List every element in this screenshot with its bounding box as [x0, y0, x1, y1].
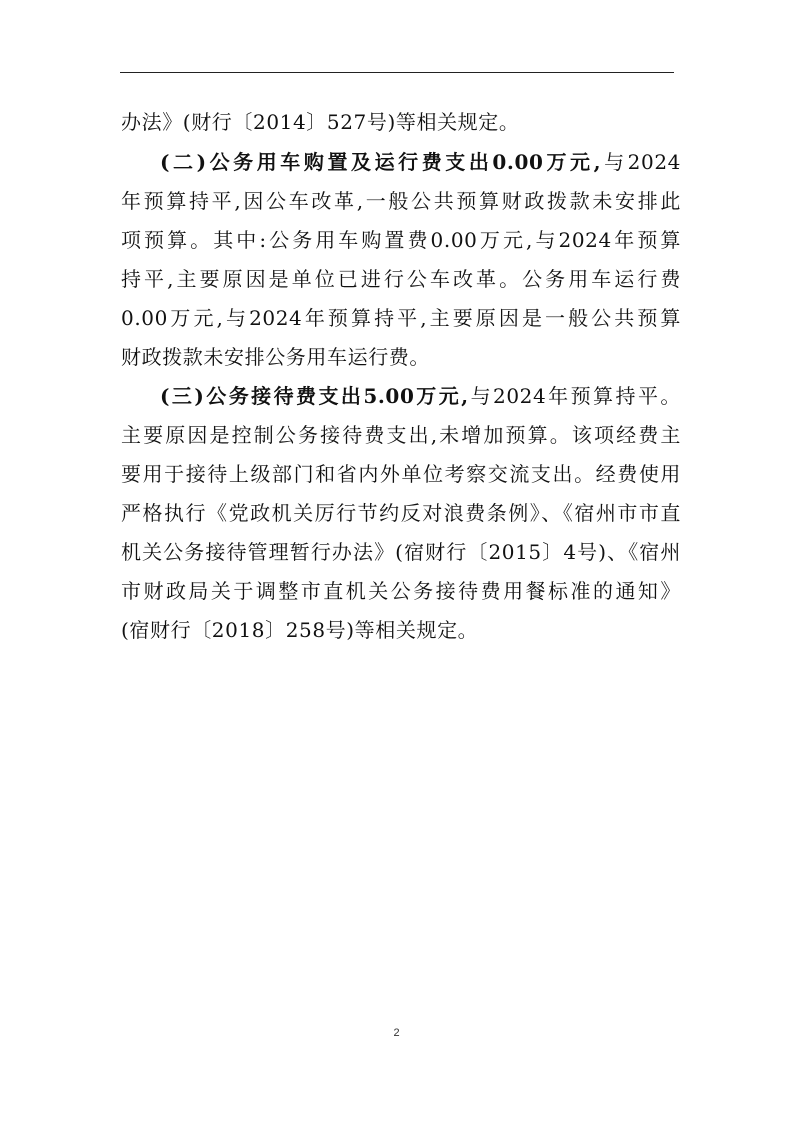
paragraph-2-line: 财政拨款未安排公务用车运行费。 — [121, 345, 430, 369]
header-rule — [120, 72, 674, 73]
paragraph-3-line: 机关公务接待管理暂行办法》(宿财行〔2015〕4号)、《宿州 — [121, 540, 681, 564]
paragraph-1-line: 办法》(财行〔2014〕527号)等相关规定。 — [121, 110, 520, 134]
paragraph-3-line-tail: 与2024年预算持平。 — [468, 384, 681, 408]
paragraph-2-heading: (二)公务用车购置及运行费支出0.00万元, — [160, 150, 602, 174]
paragraph-2-line-tail: 与2024 — [601, 150, 681, 174]
paragraph-3-heading: (三)公务接待费支出5.00万元, — [160, 384, 469, 408]
paragraph-2-line: 项预算。其中:公务用车购置费0.00万元,与2024年预算 — [121, 228, 681, 252]
paragraph-3-line: (宿财行〔2018〕258号)等相关规定。 — [121, 618, 479, 642]
page-number: 2 — [393, 1027, 400, 1039]
paragraph-2-first-line — [160, 150, 681, 174]
paragraph-2-line: 0.00万元,与2024年预算持平,主要原因是一般公共预算 — [121, 306, 681, 330]
paragraph-3-line: 主要原因是控制公务接待费支出,未增加预算。该项经费主 — [121, 423, 681, 447]
paragraph-3-line: 市财政局关于调整市直机关公务接待费用餐标准的通知》 — [121, 579, 681, 603]
paragraph-2-line: 持平,主要原因是单位已进行公车改革。公务用车运行费 — [121, 267, 681, 291]
paragraph-3-first-line — [160, 384, 681, 408]
paragraph-3-line: 严格执行《党政机关厉行节约反对浪费条例》、《宿州市市直 — [121, 501, 681, 525]
paragraph-3-line: 要用于接待上级部门和省内外单位考察交流支出。经费使用 — [121, 462, 681, 486]
paragraph-2-line: 年预算持平,因公车改革,一般公共预算财政拨款未安排此 — [121, 189, 681, 213]
